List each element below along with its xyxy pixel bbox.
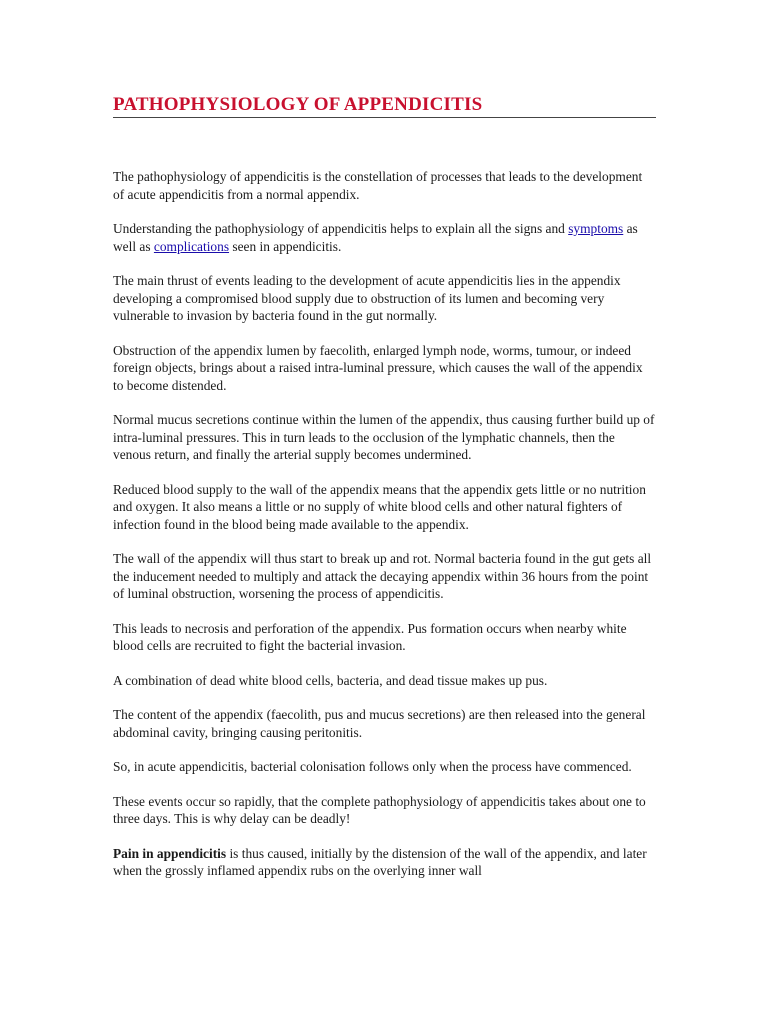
paragraph-peritonitis: The content of the appendix (faecolith, pus and mucus secretions) are then released into the general abdominal cavity, bringing causing peritonitis. [113,707,646,740]
paragraph-main-thrust: The main thrust of events leading to the development of acute appendicitis lies in the appendix developing a compromised blood supply due to obstruction of its lumen and becoming very vulnerable to invasion by bacteria found in the gut normally. [113,273,621,323]
paragraph-necrosis: This leads to necrosis and perforation of the appendix. Pus formation occurs when nearby white blood cells are recruited to fight the bacterial invasion. [113,620,627,653]
paragraph-blood-supply: Reduced blood supply to the wall of the appendix means that the appendix gets little or no nutrition and oxygen. It also means a little or no supply of white blood cells and other natural fighters of infection found in the blood being made available to the appendix. [113,481,646,532]
paragraph-pus: A combination of dead white blood cells, bacteria, and dead tissue makes up pus. [113,672,548,688]
paragraph-pain [113,845,656,880]
paragraph-obstruction: Obstruction of the appendix lumen by faecolith, enlarged lymph node, worms, tumour, or indeed foreign objects, brings about a raised intra-luminal pressure, which causes the wall of the appendix to become distended. [113,342,643,393]
paragraph-text: as well as [113,221,638,254]
paragraph-understanding [113,220,656,255]
paragraph-text: is thus caused, initially by the distension of the wall of the appendix, and later when the grossly inflamed appendix rubs on the overlying inner wall [113,845,647,878]
document-body [113,168,656,880]
pain-heading: Pain in appendicitis [113,845,227,861]
paragraph-colonisation: So, in acute appendicitis, bacterial colonisation follows only when the process have commenced. [113,759,632,774]
paragraph-timeline: These events occur so rapidly, that the complete pathophysiology of appendicitis takes about one to three days. This is why delay can be deadly! [113,793,646,826]
paragraph-text: Understanding the pathophysiology of appendicitis helps to explain all the signs and [113,221,569,236]
page-title: PATHOPHYSIOLOGY OF APPENDICITIS [113,94,656,118]
paragraph-intro: The pathophysiology of appendicitis is the constellation of processes that leads to the development of acute appendicitis from a normal appendix. [113,169,643,202]
paragraph-wall-rot: The wall of the appendix will thus start to break up and rot. Normal bacteria found in the gut gets all the inducement needed to multiply and attack the decaying appendix within 36 hours from the point of luminal obstruction, worsening the process of appendicitis. [113,551,652,601]
complications-link[interactable]: complications [153,238,230,254]
paragraph-mucus: Normal mucus secretions continue within the lumen of the appendix, thus causing further build up of intra-luminal pressures. This in turn leads to the occlusion of the lymphatic channels, then the venous return, and finally the arterial supply becomes undermined. [113,412,655,462]
paragraph-text: seen in appendicitis. [229,238,342,254]
document-page [113,94,656,897]
symptoms-link[interactable]: symptoms [568,221,624,236]
